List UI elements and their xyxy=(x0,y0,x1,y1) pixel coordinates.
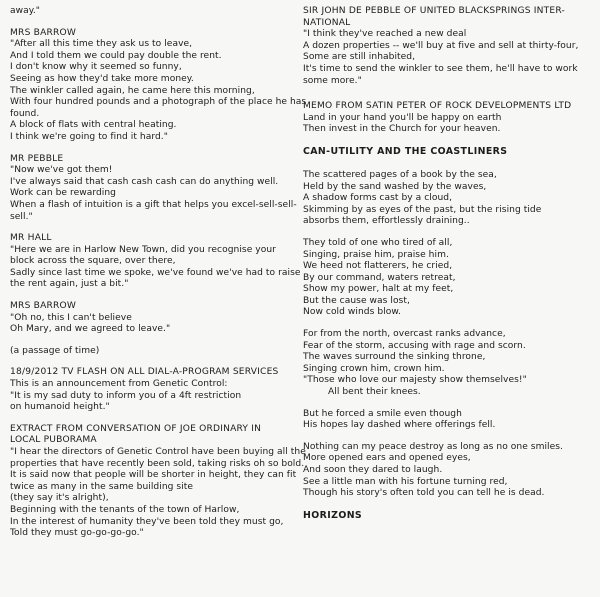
verse-line: properties that have recently been sold, taking risks oh so bold. xyxy=(10,458,305,469)
verse-line: Some are still inhabited, xyxy=(303,52,416,63)
song-title-horizons: HORIZONS xyxy=(303,509,363,521)
left-column xyxy=(10,6,307,550)
verse-line: The winkler called again, he came here this morning, xyxy=(10,85,255,96)
verse-line: In the interest of humanity they've been told they must go, xyxy=(10,516,284,527)
verse-line: This is an announcement from Genetic Control: xyxy=(10,379,228,390)
speaker-label: MRS BARROW xyxy=(10,301,77,312)
memo-verse xyxy=(303,101,595,136)
section-heading: SIR JOHN DE PEBBLE OF UNITED BLACKSPRINGS INTER- xyxy=(303,6,565,16)
verse-line: Nothing can my peace destroy as long as no one smiles. xyxy=(303,441,563,452)
section-heading: MEMO FROM SATIN PETER OF ROCK DEVELOPMENTS LTD xyxy=(303,101,572,112)
section-heading: EXTRACT FROM CONVERSATION OF JOE ORDINARY IN xyxy=(10,423,262,434)
verse-line: By our command, waters retreat, xyxy=(303,272,456,283)
stage-direction: (a passage of time) xyxy=(10,345,100,356)
verse-line: block across the square, over there, xyxy=(10,256,176,267)
tv-flash-verse xyxy=(10,367,295,413)
stanza-5 xyxy=(303,442,595,500)
pebble-verse xyxy=(10,154,295,224)
verse-line: some more." xyxy=(303,75,362,86)
verse-line: I don't know why it seemed so funny, xyxy=(10,62,182,73)
verse-line: More opened ears and opened eyes, xyxy=(303,453,471,464)
verse-line: And I told them we could pay double the rent. xyxy=(10,50,222,61)
verse-line: It's time to send the winkler to see them, he'll have to work xyxy=(303,63,578,74)
verse-line: The scattered pages of a book by the sea, xyxy=(303,169,497,180)
speaker-label: MR HALL xyxy=(10,233,52,244)
verse-line: They told of one who tired of all, xyxy=(303,237,453,248)
verse-line: the rent again, just a bit." xyxy=(10,279,129,290)
verse-line: Skimming by as eyes of the past, but the rising tide xyxy=(303,204,542,215)
verse-line: "I hear the directors of Genetic Control have been buying all the xyxy=(10,447,306,457)
verse-line: Though his story's often told you can tell he is dead. xyxy=(303,488,545,499)
verse-line: Seeing as how they'd take more money. xyxy=(10,73,194,84)
verse-line: A shadow forms cast by a cloud, xyxy=(303,193,453,204)
verse-line: Singing, praise him, praise him. xyxy=(303,249,449,260)
verse-line: "I think they've reached a new deal xyxy=(303,29,467,40)
barrow-verse-2 xyxy=(10,301,295,336)
verse-line: Land in your hand you'll be happy on earth xyxy=(303,112,502,123)
verse-line: And soon they dared to laugh. xyxy=(303,465,443,475)
verse-line: (they say it's alright), xyxy=(10,493,109,504)
verse-line: I think we're going to find it hard." xyxy=(10,131,168,142)
hall-verse xyxy=(10,233,301,291)
stanza-1 xyxy=(303,170,595,228)
verse-line: See a little man with his fortune turning red, xyxy=(303,476,508,487)
verse-line: But he forced a smile even though xyxy=(303,408,462,419)
verse-line: It is said now that people will be shorter in height, they can fit xyxy=(10,470,297,481)
verse-line: Held by the sand washed by the waves, xyxy=(303,181,487,192)
verse-line: sell." xyxy=(10,211,33,222)
verse-line: His hopes lay dashed where offerings fell. xyxy=(303,420,496,431)
verse-line: Beginning with the tenants of the town of Harlow, xyxy=(10,504,240,515)
verse-line: The waves surround the sinking throne, xyxy=(303,352,486,363)
verse-line: found. xyxy=(10,108,40,119)
verse-line: Fear of the storm, accusing with rage and scorn. xyxy=(303,340,526,351)
intro-line: away." xyxy=(10,6,41,16)
extract-verse xyxy=(10,423,306,540)
verse-line: With four hundred pounds and a photograph of the place he has xyxy=(10,97,307,108)
verse-line: "It is my sad duty to inform you of a 4ft restriction xyxy=(10,390,242,401)
verse-line: But the cause was lost, xyxy=(303,295,410,306)
stanza-4 xyxy=(303,409,595,432)
verse-line: Singing crown him, crown him. xyxy=(303,363,445,374)
stanza-3 xyxy=(303,329,595,399)
section-heading: LOCAL PUBORAMA xyxy=(10,435,97,446)
verse-line: "Now we've got them! xyxy=(10,165,113,176)
verse-line: Now cold winds blow. xyxy=(303,307,401,318)
verse-line: "Here we are in Harlow New Town, did you recognise your xyxy=(10,244,276,255)
verse-line: twice as many in the same building site xyxy=(10,481,194,492)
verse-line-indented: All bent their knees. xyxy=(328,387,421,398)
verse-line: Sadly since last time we spoke, we've found we've had to raise xyxy=(10,267,301,278)
verse-line: absorbs them, effortlessly draining.. xyxy=(303,216,470,227)
verse-line: "Oh no, this I can't believe xyxy=(10,312,132,323)
barrow-verse-1 xyxy=(10,27,307,144)
section-heading: 18/9/2012 TV FLASH ON ALL DIAL-A-PROGRAM SERVICES xyxy=(10,367,279,378)
verse-line: Oh Mary, and we agreed to leave." xyxy=(10,324,171,335)
stanza-2 xyxy=(303,238,595,319)
sir-pebble-verse xyxy=(303,6,595,87)
verse-line: on humanoid height." xyxy=(10,402,110,413)
verse-line: For from the north, overcast ranks advance, xyxy=(303,329,506,340)
verse-line: Told they must go-go-go-go." xyxy=(10,528,144,539)
verse-line: I've always said that cash cash cash can do anything well. xyxy=(10,176,279,187)
speaker-label: MR PEBBLE xyxy=(10,153,64,164)
verse-line: "Those who love our majesty show themselves!" xyxy=(303,375,527,386)
right-column xyxy=(303,6,595,534)
section-heading: NATIONAL xyxy=(303,17,351,28)
verse-line: We heed not flatterers, he cried, xyxy=(303,261,453,272)
verse-line: "After all this time they ask us to leave, xyxy=(10,39,193,50)
verse-line: When a flash of intuition is a gift that helps you excel-sell-sell- xyxy=(10,199,297,210)
verse-line: A block of flats with central heating. xyxy=(10,120,177,131)
verse-line: A dozen properties -- we'll buy at five and sell at thirty-four, xyxy=(303,40,579,51)
speaker-label: MRS BARROW xyxy=(10,27,77,38)
song-title-can-utility: CAN-UTILITY AND THE COASTLINERS xyxy=(303,145,508,157)
verse-line: Then invest in the Church for your heaven. xyxy=(303,124,501,135)
verse-line: Show my power, halt at my feet, xyxy=(303,284,454,295)
passage-note xyxy=(10,346,295,358)
verse-line: Work can be rewarding xyxy=(10,188,117,199)
